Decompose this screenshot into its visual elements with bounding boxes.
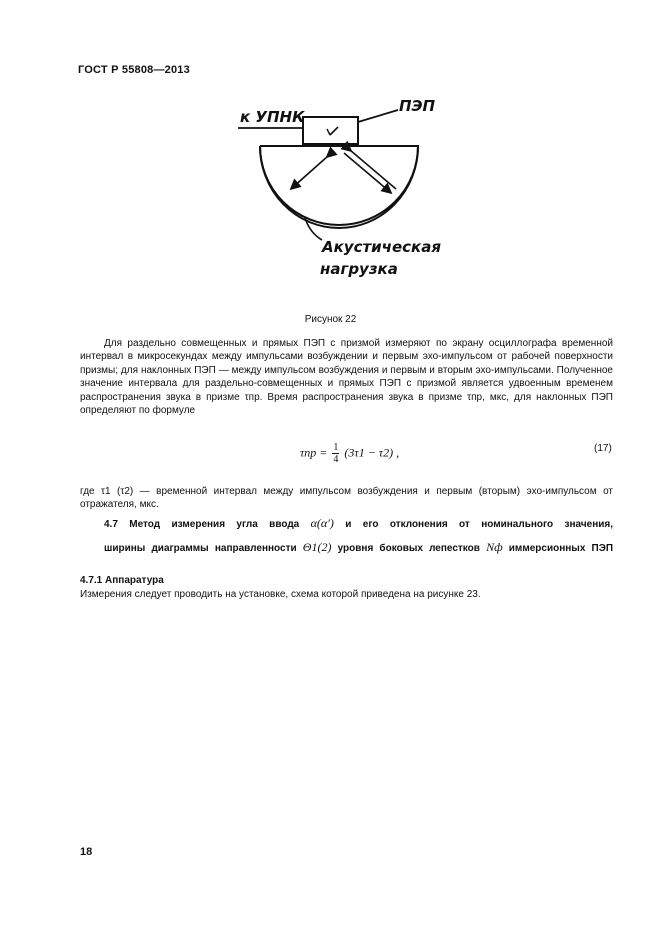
section-4-7-part4: уровня боковых лепестков	[337, 543, 480, 554]
label-acoustic-load-2: нагрузка	[320, 260, 398, 278]
paragraph-1-text: Для раздельно совмещенных и прямых ПЭП с призмой измеряют по экрану осциллографа временной интервал в микросекундах между импульсами возбуждении и первым эхо-импульсом от рабочей поверхности призмы; для наклонных ПЭП — между импульсом возбуждения и первым и вторым эхо-импульсами. Полученное значение интервала для раздельно-совмещенных и прямых ПЭП с призмой является удвоенным временем распространения звука в призме τпр. Время распространения звука в призме τпр, мкс, для наклонных ПЭП определяют по формуле	[80, 338, 613, 417]
paragraph-prism-time	[80, 337, 613, 417]
symbol-theta: Θ1(2)	[302, 540, 332, 554]
figure-caption: Рисунок 22	[304, 314, 357, 325]
formula-denominator: 4	[333, 454, 339, 465]
section-4-7-1-text: Измерения следует проводить на установке, схема которой приведена на рисунке 23.	[80, 589, 481, 600]
section-4-7-part2: и его отклонения от номинального значения,	[345, 519, 614, 530]
formula-lhs: τпр =	[300, 445, 328, 460]
transducer-box	[303, 117, 358, 144]
wave-arrow-right-1	[344, 153, 390, 192]
section-4-7-part1: 4.7 Метод измерения угла ввода	[104, 519, 300, 530]
section-4-7-part3: ширины диаграммы направленности	[104, 543, 297, 554]
section-4-7-1-title: 4.7.1 Аппаратура	[80, 575, 164, 586]
section-4-7-heading	[104, 516, 613, 556]
pep-leader	[358, 110, 398, 122]
label-acoustic-load-1: Акустическая	[322, 238, 441, 256]
formula-numerator: 1	[333, 442, 339, 453]
page-number: 18	[80, 846, 93, 858]
section-4-7-part5: иммерсионных ПЭП	[508, 543, 614, 554]
document-header: ГОСТ Р 55808—2013	[78, 64, 190, 76]
formula-rhs: (3τ1 − τ2) ,	[344, 445, 400, 460]
formula-17	[300, 442, 399, 465]
formula-fraction	[332, 442, 339, 465]
crystal-mark	[330, 127, 338, 135]
acoustic-load-semicircle	[260, 146, 418, 225]
label-upnk: к УПНК	[240, 108, 305, 126]
paragraph-2-text: где τ1 (τ2) — временной интервал между импульсом возбуждения и первым (вторым) эхо-импульсом от отражателя, мкс.	[80, 486, 613, 511]
wave-arrow-right-2	[350, 150, 396, 189]
wave-arrow-left	[292, 156, 328, 188]
symbol-n: Nф	[486, 540, 503, 554]
symbol-alpha: α(α′)	[310, 516, 334, 530]
label-pep: ПЭП	[399, 97, 436, 115]
equation-number: (17)	[594, 443, 612, 454]
paragraph-where	[80, 485, 613, 512]
figure-22-diagram	[240, 97, 480, 288]
